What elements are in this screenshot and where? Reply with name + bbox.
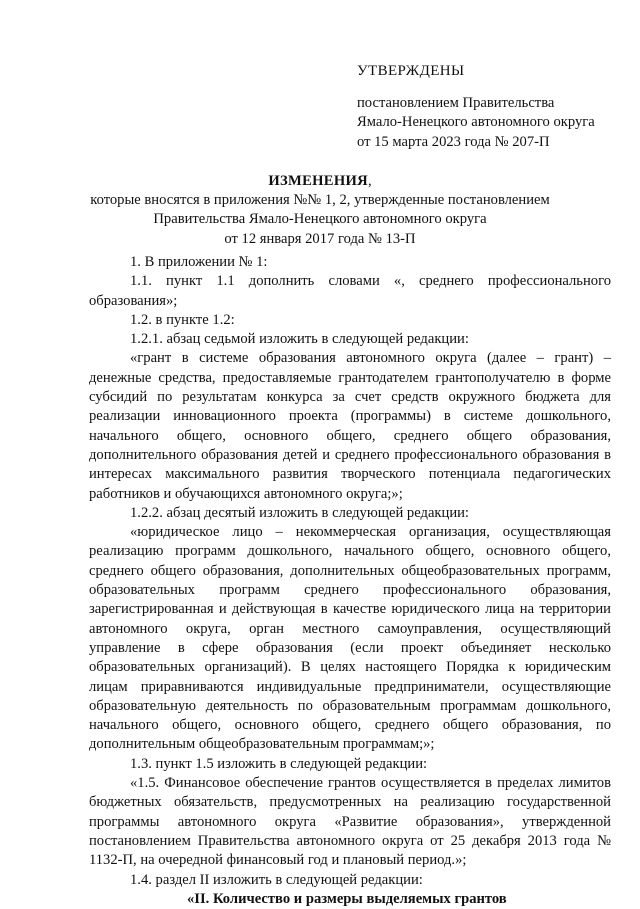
paragraph-1-1: 1.1. пункт 1.1 дополнить словами «, среднего профессионального образования»; xyxy=(89,273,611,309)
subtitle-line: Правительства Ямало-Ненецкого автономного округа xyxy=(153,211,487,228)
subtitle-line: от 12 января 2017 года № 13-П xyxy=(224,230,416,247)
title-suffix: , xyxy=(367,173,372,189)
decree-line: от 15 марта 2023 года № 207-П xyxy=(357,133,550,150)
section-2-heading: «II. Количество и размеры выделяемых грантов xyxy=(187,890,507,907)
paragraph-1-3: 1.3. пункт 1.5 изложить в следующей редакции: xyxy=(130,755,428,772)
paragraph-1-4: 1.4. раздел II изложить в следующей редакции: xyxy=(130,871,423,888)
document-title xyxy=(0,172,640,191)
subtitle-line: которые вносятся в приложения №№ 1, 2, утвержденные постановлением xyxy=(90,192,550,208)
document-body xyxy=(89,253,611,909)
title-bold: ИЗМЕНЕНИЯ xyxy=(268,173,368,189)
paragraph-1: 1. В приложении № 1: xyxy=(130,254,268,270)
legal-entity-definition-text: «юридическое лицо – некоммерческая организация, осуществляющая реализацию программ дошкольного, начального общего, основного общего, среднего общего образования, дополнительных общеобразовательных программ, образовательных программ среднего профессионального образования, зарегистрированная и действующая в качестве юридического лица на территории автономного округа, орган местного самоуправления, осуществляющий управление в сфере образования (если проект объединяет несколько образовательных организаций). В целях настоящего Порядка к юридическим лицам приравниваются индивидуальные предприниматели, осуществляющие образовательную деятельность по образовательным программам дошкольного, начального общего, основного общего, среднего общего образования, по дополнительным общеобразовательным программам;»; xyxy=(89,524,611,753)
grant-definition-text: «грант в системе образования автономного округа (далее – грант) – денежные средства, предоставляемые грантодателем грантополучателю в форме субсидий по результатам конкурса за счет средств окружного бюджета для реализации инновационного проекта (программы) в системе дошкольного, начального общего, основного общего, среднего общего образования, дополнительного образования детей и среднего профессионального образования в интересах максимального развития творческого потенциала педагогических работников и обучающихся автономного округа;»; xyxy=(89,350,611,502)
financing-text: «1.5. Финансовое обеспечение грантов осуществляется в пределах лимитов бюджетных обязательств, предусмотренных на реализацию государственной программы автономного округа «Развитие образования», утвержденной постановлением Правительства автономного округа от 25 декабря 2013 года № 1132-П, на очередной финансовый год и плановый период.»; xyxy=(89,775,611,869)
paragraph-1-2-2: 1.2.2. абзац десятый изложить в следующей редакции: xyxy=(130,504,469,521)
document-subtitle xyxy=(0,191,640,249)
decree-line: Ямало-Ненецкого автономного округа xyxy=(357,114,595,131)
decree-line: постановлением Правительства xyxy=(357,95,555,111)
paragraph-1-2-1: 1.2.1. абзац седьмой изложить в следующей редакции: xyxy=(130,331,469,348)
paragraph-1-2: 1.2. в пункте 1.2: xyxy=(130,311,235,328)
approval-stamp-label: УТВЕРЖДЕНЫ xyxy=(357,63,465,79)
approval-decree-reference xyxy=(357,94,595,152)
